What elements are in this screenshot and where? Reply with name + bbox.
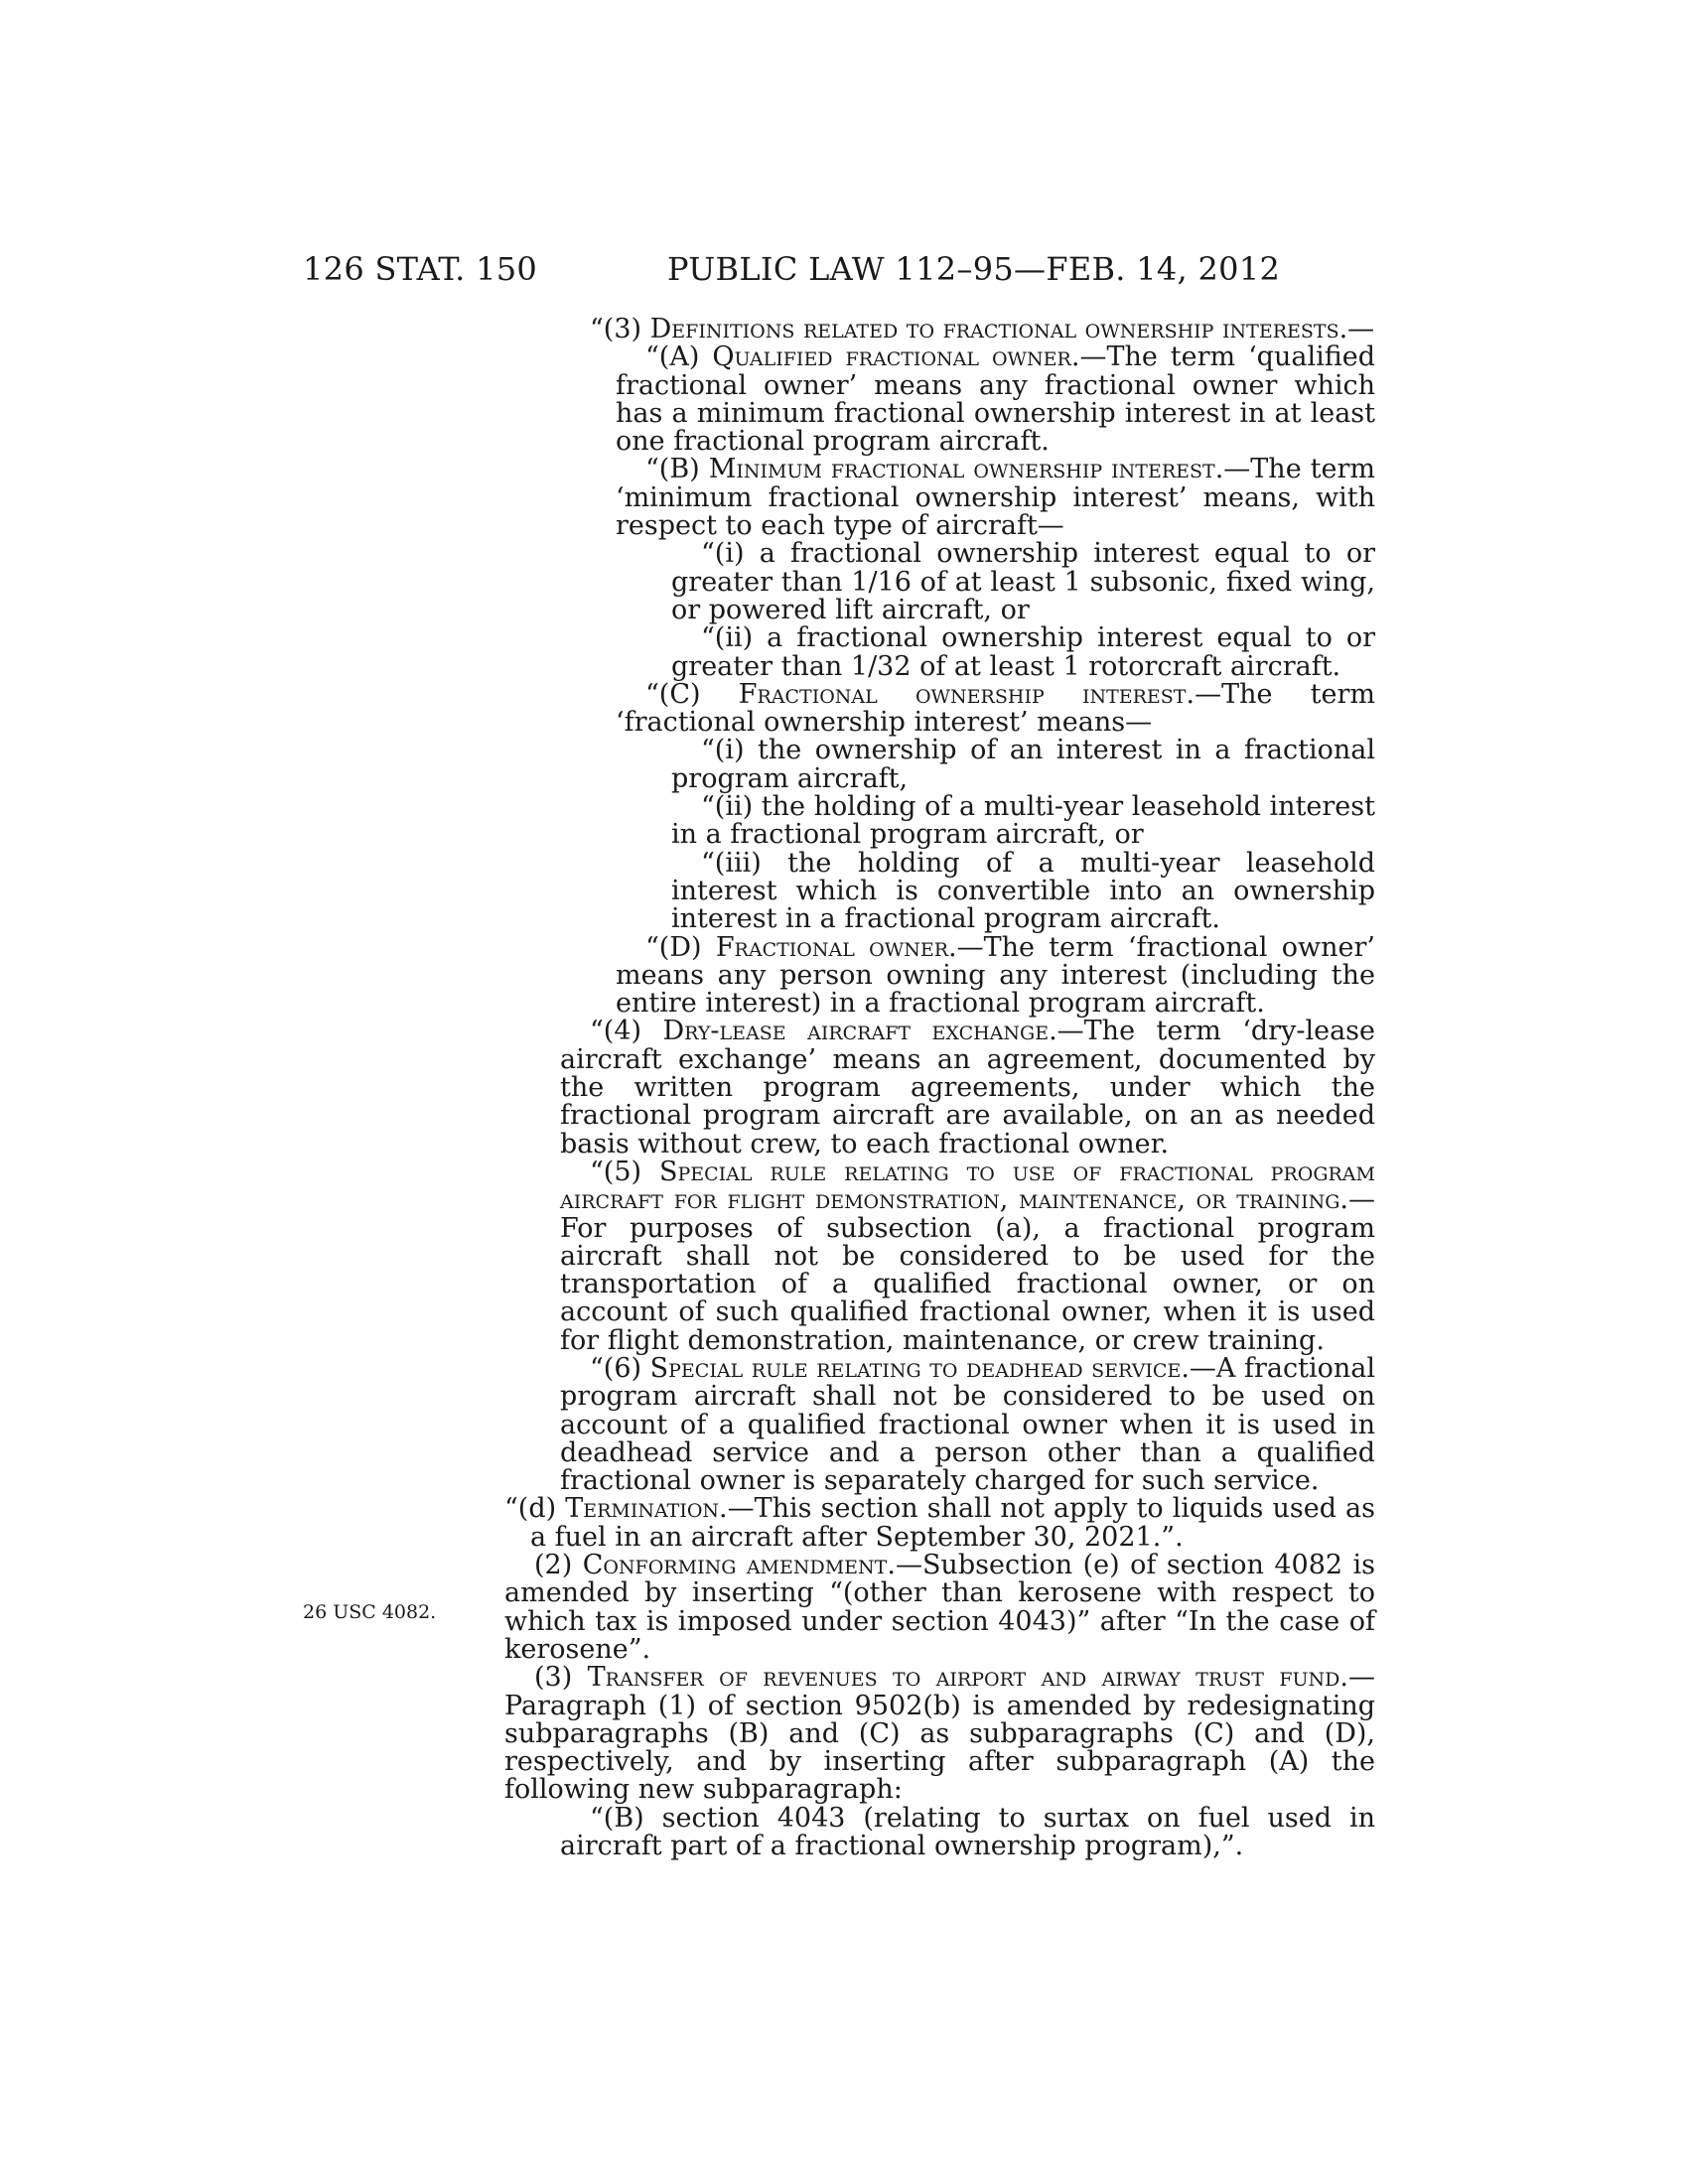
para-body: —The term ‘fractional ownership interest’ means—	[616, 678, 1375, 739]
para-number: “(D)	[645, 931, 716, 963]
clause-b-ii	[671, 624, 1375, 681]
para-number: “(6)	[590, 1352, 650, 1384]
paragraph-3-definitions	[560, 316, 1375, 343]
para-body: —A fractional program aircraft shall not be considered to be used on account of a qualified fractional owner when it is used in deadhead service and a person other than a qualified fractional owner is separately charged for such service.	[560, 1352, 1375, 1497]
para-number: “(B)	[590, 1802, 662, 1834]
para-heading: Transfer of revenues to airport and airway trust fund.	[587, 1662, 1348, 1694]
para-number: “(ii)	[701, 791, 762, 823]
para-heading: Fractional ownership interest.	[738, 678, 1196, 710]
para-body: —Paragraph (1) of section 9502(b) is amended by redesignating subparagraphs (B) and (C) as subparagraphs (C) and (D), respectively, and by inserting after subparagraph (A) the following new subparagraph:	[504, 1662, 1375, 1806]
para-heading: Minimum fractional ownership interest.	[708, 454, 1224, 485]
para-heading: Conforming amendment.	[582, 1550, 896, 1581]
para-heading: Special rule relating to use of fractional program aircraft for flight demonstration, maintenance, or training.	[560, 1156, 1375, 1216]
running-header: PUBLIC LAW 112–95—FEB. 14, 2012	[667, 250, 1281, 288]
para-body: the ownership of an interest in a fractional program aircraft,	[671, 735, 1375, 794]
page-stat-number: 126 STAT. 150	[303, 250, 538, 288]
para-heading: Definitions related to fractional ownership interests.	[649, 314, 1348, 344]
para-body: —This section shall not apply to liquids used as a fuel in an aircraft after September 30, 2021.”.	[530, 1493, 1375, 1553]
paragraph-2-conforming	[504, 1552, 1375, 1664]
para-body: —The term ‘fractional owner’ means any person owning any interest (including the entire interest) in a fractional program aircraft.	[616, 931, 1375, 1020]
inserted-subpara-b	[560, 1802, 1376, 1862]
para-number: “(4)	[590, 1016, 663, 1047]
paragraph-6-deadhead	[560, 1352, 1375, 1497]
paragraph-4-dry-lease	[560, 1018, 1375, 1158]
para-number: “(B)	[645, 454, 709, 485]
para-heading: Special rule relating to deadhead service.	[649, 1352, 1190, 1384]
para-body: —The term ‘dry-lease aircraft exchange’ means an agreement, documented by the written program agreements, under which the fractional program aircraft are available, on an as needed basis without crew, to each fractional owner.	[560, 1016, 1375, 1160]
para-number: “(i)	[701, 538, 760, 570]
margin-citation: 26 USC 4082.	[303, 1601, 437, 1623]
para-number: “(iii)	[701, 847, 788, 879]
para-number: “(5)	[590, 1156, 659, 1187]
para-body: —The term ‘qualified fractional owner’ means any fractional owner which has a minimum fractional ownership interest in at least one fractional program aircraft.	[616, 341, 1375, 458]
para-heading: Fractional owner.	[715, 931, 957, 963]
para-body: a fractional ownership interest equal to or greater than 1/32 of at least 1 rotorcraft aircraft.	[671, 622, 1375, 682]
subsection-d-termination	[504, 1493, 1375, 1553]
para-heading: Dry-lease aircraft exchange.	[662, 1016, 1057, 1047]
para-body: a fractional ownership interest equal to or greater than 1/16 of at least 1 subsonic, fixed wing, or powered lift aircraft, or	[671, 538, 1375, 625]
clause-b-i	[671, 540, 1375, 624]
para-number: “(ii)	[701, 622, 768, 654]
subpara-a-qualified-owner	[616, 343, 1375, 456]
clause-c-i	[671, 737, 1375, 793]
para-number: (3)	[534, 1662, 588, 1694]
para-heading: Termination.	[565, 1493, 728, 1525]
para-body: —	[1347, 314, 1375, 344]
para-body: the holding of a multi-year leasehold interest in a fractional program aircraft, or	[671, 791, 1375, 851]
para-body: —The term ‘minimum fractional ownership interest’ means, with respect to each type of aircraft—	[616, 454, 1376, 542]
subpara-d-fractional-owner	[616, 931, 1375, 1020]
subpara-c-ownership-interest	[616, 678, 1375, 739]
clause-c-ii	[671, 793, 1375, 850]
paragraph-5-special-rule	[560, 1156, 1375, 1356]
para-heading: Qualified fractional owner.	[712, 341, 1080, 373]
para-number: “(C)	[645, 678, 739, 710]
statute-text	[504, 316, 1375, 1860]
clause-c-iii	[671, 847, 1376, 935]
para-body: —Subsection (e) of section 4082 is amended by inserting “(other than kerosene with respect to which tax is imposed under section 4043)” after “In the case of kerosene”.	[504, 1550, 1375, 1665]
para-number: “(d)	[504, 1493, 566, 1525]
para-body: section 4043 (relating to surtax on fuel used in aircraft part of a fractional ownership program),”.	[560, 1802, 1376, 1862]
para-number: “(A)	[645, 341, 713, 373]
para-body: —For purposes of subsection (a), a fractional program aircraft shall not be considered to be used for the transportation of a qualified fractional owner, or on account of such qualified fractional owner, when it is used for flight demonstration, maintenance, or crew training.	[560, 1184, 1375, 1356]
para-number: “(i)	[701, 735, 759, 766]
para-number: “(3)	[590, 314, 650, 344]
para-body: the holding of a multi-year leasehold interest which is convertible into an ownership interest in a fractional program aircraft.	[671, 847, 1376, 935]
paragraph-3-transfer-revenues	[504, 1664, 1375, 1804]
subpara-b-minimum-interest	[616, 456, 1375, 540]
para-number: (2)	[534, 1550, 583, 1581]
